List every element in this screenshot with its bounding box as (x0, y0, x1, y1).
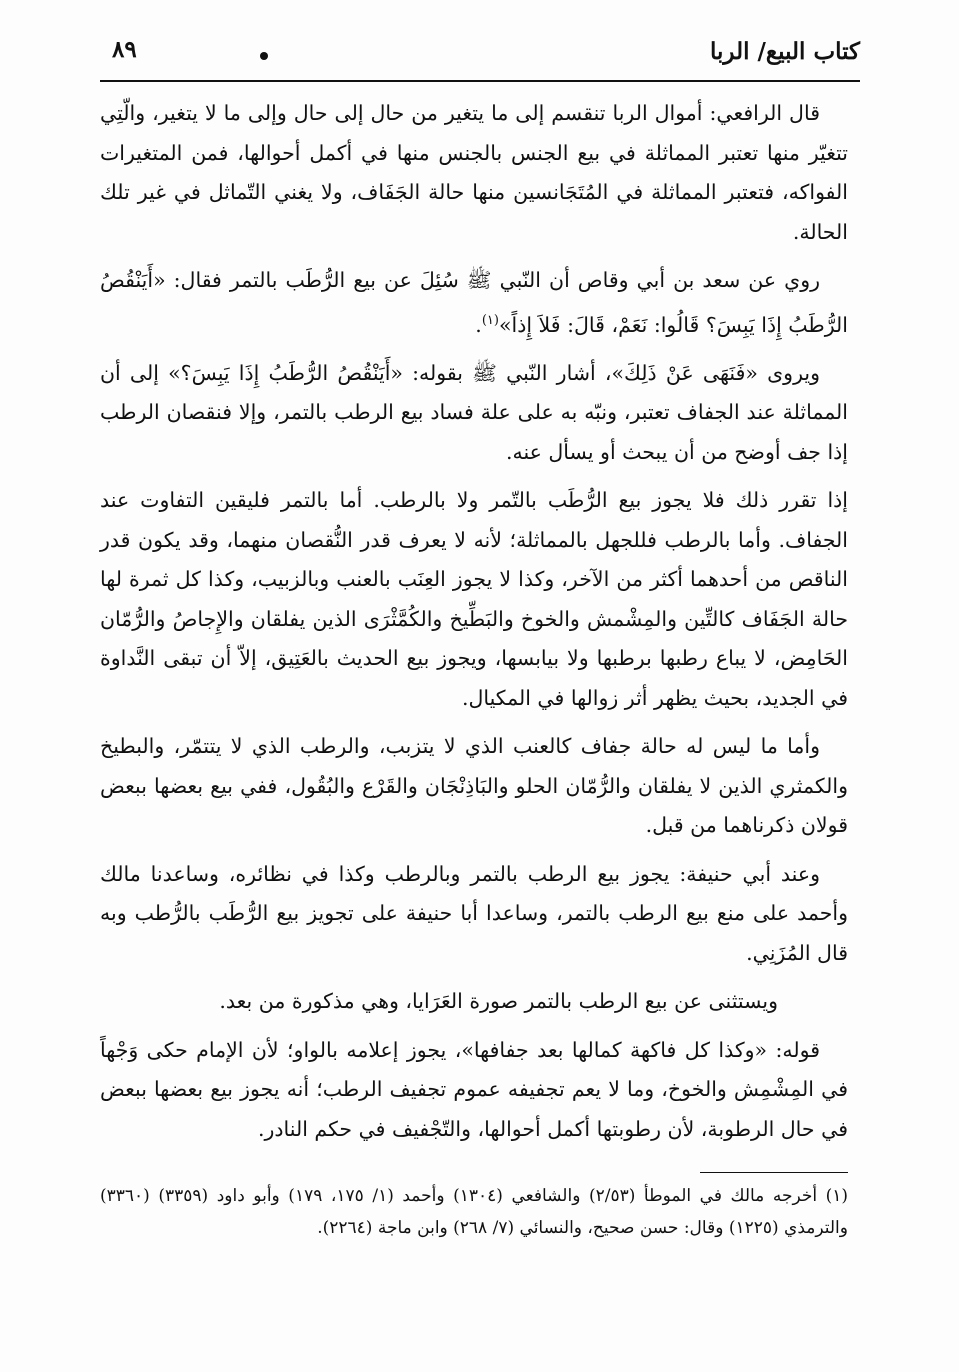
paragraph-ma-laysa: وأما ما ليس له حالة جفاف كالعنب الذي لا يتزبب، والرطب الذي لا يتتمّر، والبطيخ والكمثري الذين لا يفلقان والرُّمّان الحلو والبَاذِنْجَان والقَرْع والبُقُول، ففي بيع بعضها ببعض قولان ذكرناهما من قبل. (100, 734, 848, 838)
paragraph-nahy: ويروى «فَنَهَى عَنْ ذَلِكَ»، أشار النّبي ﷺ بقوله: «أَيَنْقُصُ الرُّطَبُ إِذَا يَبِسَ؟» إلى أن المماثلة عند الجفاف تعتبر، ونبّه به على علة فساد بيع الرطب بالتمر، وإلا فنقصان الرطب إذا جف أوضح من أن يبحث أو يسأل عنه. (100, 360, 848, 464)
paragraph-araya: ويستثنى عن بيع الرطب بالتمر صورة العَرَايا، وهي مذكورة من بعد. (219, 989, 778, 1014)
header-ornament-dot (260, 52, 268, 60)
page-header (100, 30, 860, 82)
footnote-1: (١) أخرجه مالك في الموطأ (٢/٥٣) والشافعي (١٣٠٤) وأحمد (١/ ١٧٥، ١٧٩) وأبو داود (٣٣٥٩) (٣٣٦٠) والترمذي (١٢٢٥) وقال: حسن صحيح، والنسائي (٧/ ٢٦٨) وابن ماجة (٢٢٦٤). (100, 1186, 849, 1238)
paragraph-qawluh: قوله: «وكذا كل فاكهة كمالها بعد جفافها»، يجوز إعلامه بالواو؛ لأن الإمام حكى وَجْهاً في المِشْمِش والخوخ، وما لا يعم تجفيفه عموم تجفيف الرطب؛ أنه يجوز بيع بعضها ببعض في حال الرطوبة، لأن رطوبتها أكمل أحوالها، والتّجْفيف في حكم النادر. (100, 1037, 848, 1141)
paragraph-taqarrur: إذا تقرر ذلك فلا يجوز بيع الرُّطَب بالتّمر ولا بالرطب. أما بالتمر فليقين التفاوت عند الجفاف. وأما بالرطب فللجهل بالمماثلة؛ لأنه لا يعرف قدر النُّقصان منهما، وقد يكون قدر الناقص من أحدهما أكثر من الآخر، وكذا لا يجوز العِنَب بالعنب وبالزبيب، وكذا كل ثمرة لها حالة الجَفَاف كالتِّين والمِشْمش والخوخ والبَطِّيخ والكُمَّثْرَى الذين يفلقان والإِجاصُ والرُّمّان الحَامِض، لا يباع رطبها برطبها ولا بيابسها، ويجوز بيع الحديث بالعَتِيق، إلاّ أن تبقى النَّداوة في الجديد، بحيث يظهر أثر زوالها في المكيال. (100, 488, 848, 710)
paragraph-abi-hanifa: وعند أبي حنيفة: يجوز بيع الرطب بالتمر وبالرطب وكذا في نظائره، وساعدنا مالك وأحمد على منع بيع الرطب بالتمر، وساعدا أبا حنيفة على تجويز بيع الرُّطَب بالرُّطب وبه قال المُزَنِي. (100, 861, 848, 965)
page-number: ٨٩ (112, 36, 137, 63)
footnote-marker: (١) (481, 312, 499, 328)
paragraph-hadith: روي عن سعد بن أبي وقاص أن النّبي ﷺ سُئِلَ عن بيع الرُّطَب بالتمر فقال: «أَيَنْقُصُ الرُّطَبُ إِذَا يَبِسَ؟ قَالُوا: نَعَمْ، قَالَ: فَلاَ إِذاً»$^{(١)}$. (100, 268, 848, 337)
footnote-separator (700, 1172, 848, 1173)
main-text (100, 94, 848, 1158)
footnotes (100, 1180, 848, 1244)
paragraph-rafii: قال الرافعي: أموال الربا تنقسم إلى ما يتغير من حال إلى حال وإلى ما لا يتغير، والّتِي تتغيّر منها تعتبر المماثلة في بيع الجنس بالجنس منها في أكمل أحوالها، فمن المتغيرات الفواكه، فتعتبر المماثلة في المُتَجَانسين منها حالة الجَفَاف، ولا يغني التّماثل في غير تلك الحالة. (100, 101, 848, 244)
header-rule (100, 80, 860, 82)
hadith-text: روي عن سعد بن أبي وقاص أن النّبي ﷺ سُئِلَ عن بيع الرُّطَب بالتمر فقال: «أَيَنْقُصُ الرُّطَبُ إِذَا يَبِسَ؟ قَالُوا: نَعَمْ، قَالَ: فَلاَ إِذاً» (100, 268, 848, 337)
running-title: كتاب البيع/ الربا (710, 38, 860, 65)
